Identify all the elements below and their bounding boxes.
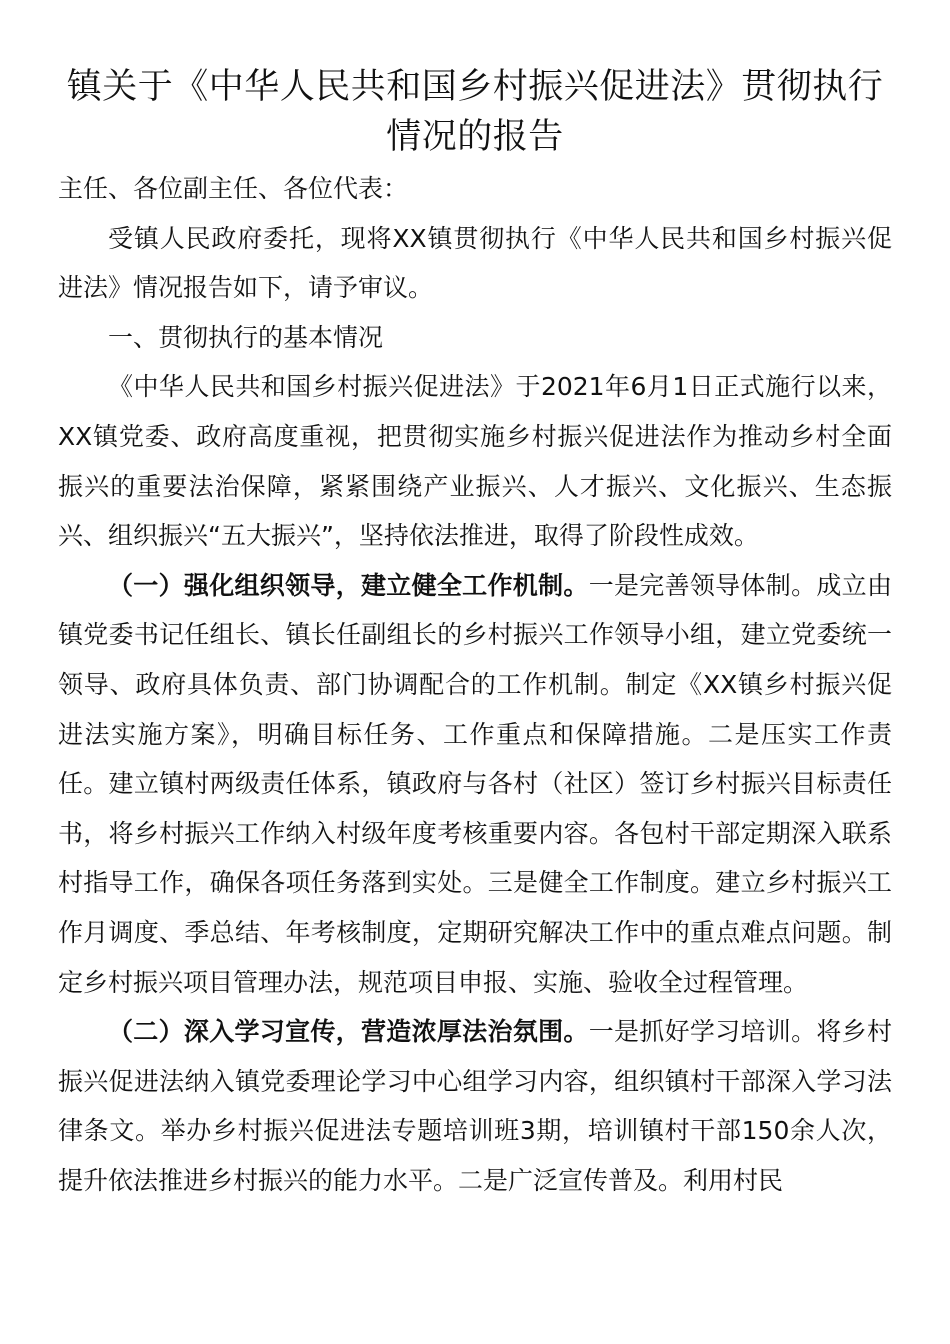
subsection-2-paragraph xyxy=(58,1007,892,1205)
title-line-2: 情况的报告 xyxy=(386,117,564,157)
subsection-1-heading: （一）强化组织领导，建立健全工作机制。 xyxy=(108,570,589,600)
section-1-body: 《中华人民共和国乡村振兴促进法》于2021年6月1日正式施行以来，XX镇党委、政府高度重视，把贯彻实施乡村振兴促进法作为推动乡村全面振兴的重要法治保障，紧紧围绕产业振兴、人才振兴、文化振兴、生态振兴、组织振兴“五大振兴”，坚持依法推进，取得了阶段性成效。 xyxy=(58,372,892,551)
subsection-2-heading: （二）深入学习宣传，营造浓厚法治氛围。 xyxy=(108,1017,589,1047)
greeting: 主任、各位副主任、各位代表： xyxy=(58,174,409,203)
title-line-1: 镇关于《中华人民共和国乡村振兴促进法》贯彻执行 xyxy=(66,67,884,107)
document-page xyxy=(58,62,892,1205)
document-title xyxy=(58,62,892,162)
subsection-2-body: 一是抓好学习培训。将乡村振兴促进法纳入镇党委理论学习中心组学习内容，组织镇村干部深入学习法律条文。举办乡村振兴促进法专题培训班3期，培训镇村干部150余人次，提升依法推进乡村振兴的能力水平。二是广泛宣传普及。利用村民 xyxy=(58,1017,892,1195)
subsection-1-paragraph xyxy=(58,561,892,1007)
intro-paragraph: 受镇人民政府委托，现将XX镇贯彻执行《中华人民共和国乡村振兴促进法》情况报告如下，请予审议。 xyxy=(58,223,892,303)
section-1-heading: 一、贯彻执行的基本情况 xyxy=(108,322,384,352)
subsection-1-body: 一是完善领导体制。成立由镇党委书记任组长、镇长任副组长的乡村振兴工作领导小组，建立党委统一领导、政府具体负责、部门协调配合的工作机制。制定《XX镇乡村振兴促进法实施方案》，明确目标任务、工作重点和保障措施。二是压实工作责任。建立镇村两级责任体系，镇政府与各村（社区）签订乡村振兴目标责任书，将乡村振兴工作纳入村级年度考核重要内容。各包村干部定期深入联系村指导工作，确保各项任务落到实处。三是健全工作制度。建立乡村振兴工作月调度、季总结、年考核制度，定期研究解决工作中的重点难点问题。制定乡村振兴项目管理办法，规范项目申报、实施、验收全过程管理。 xyxy=(58,570,892,997)
